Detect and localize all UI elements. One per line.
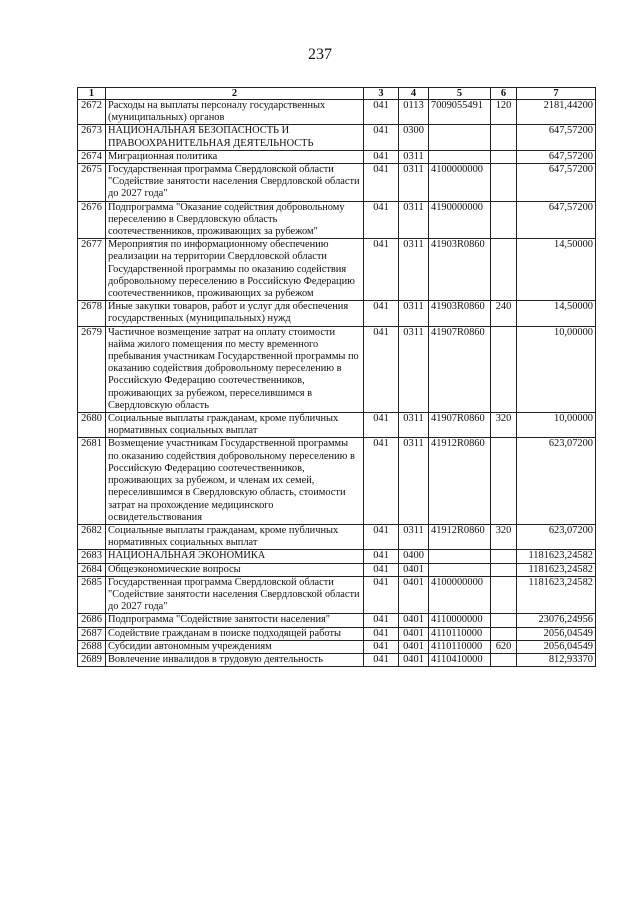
row-ministry-code: 041: [364, 614, 399, 627]
row-section-code: 0311: [399, 524, 429, 549]
row-name: Содействие гражданам в поиске подходящей работы: [106, 627, 364, 640]
row-amount: 10,00000: [517, 413, 596, 438]
row-section-code: 0311: [399, 201, 429, 239]
row-target-code: 41907R0860: [429, 326, 491, 412]
row-amount: 647,57200: [517, 164, 596, 202]
row-target-code: 7009055491: [429, 100, 491, 125]
row-section-code: 0311: [399, 326, 429, 412]
row-target-code: 4100000000: [429, 164, 491, 202]
row-section-code: 0311: [399, 413, 429, 438]
row-expense-type: [491, 164, 517, 202]
table-row: [78, 524, 596, 549]
row-ministry-code: 041: [364, 438, 399, 524]
row-section-code: 0311: [399, 150, 429, 163]
table-row: [78, 653, 596, 666]
row-target-code: 4110000000: [429, 614, 491, 627]
table-row: [78, 164, 596, 202]
header-col-6: 6: [491, 88, 517, 100]
row-number: 2689: [78, 653, 106, 666]
table-row: [78, 438, 596, 524]
row-expense-type: [491, 125, 517, 150]
row-name: Вовлечение инвалидов в трудовую деятельность: [106, 653, 364, 666]
table-row: [78, 640, 596, 653]
row-number: 2685: [78, 576, 106, 614]
row-name: Государственная программа Свердловской области "Содействие занятости населения Свердловской области до 2027 года": [106, 576, 364, 614]
row-target-code: [429, 563, 491, 576]
table-row: [78, 301, 596, 326]
table-row: [78, 614, 596, 627]
row-target-code: [429, 150, 491, 163]
header-col-7: 7: [517, 88, 596, 100]
row-name: Иные закупки товаров, работ и услуг для обеспечения государственных (муниципальных) нужд: [106, 301, 364, 326]
row-target-code: 4110110000: [429, 627, 491, 640]
row-number: 2683: [78, 550, 106, 563]
row-target-code: [429, 125, 491, 150]
row-number: 2686: [78, 614, 106, 627]
header-col-2: 2: [106, 88, 364, 100]
row-number: 2675: [78, 164, 106, 202]
row-number: 2676: [78, 201, 106, 239]
row-ministry-code: 041: [364, 576, 399, 614]
row-section-code: 0311: [399, 438, 429, 524]
row-amount: 1181623,24582: [517, 550, 596, 563]
row-name: Миграционная политика: [106, 150, 364, 163]
row-section-code: 0401: [399, 576, 429, 614]
row-number: 2681: [78, 438, 106, 524]
row-name: Государственная программа Свердловской области "Содействие занятости населения Свердловской области до 2027 года": [106, 164, 364, 202]
row-section-code: 0311: [399, 239, 429, 301]
row-target-code: 41912R0860: [429, 438, 491, 524]
row-name: НАЦИОНАЛЬНАЯ ЭКОНОМИКА: [106, 550, 364, 563]
table-row: [78, 150, 596, 163]
table-row: [78, 125, 596, 150]
row-section-code: 0401: [399, 653, 429, 666]
row-section-code: 0300: [399, 125, 429, 150]
row-section-code: 0113: [399, 100, 429, 125]
row-amount: 2181,44200: [517, 100, 596, 125]
row-name: Мероприятия по информационному обеспечению реализации на территории Свердловской области Государственной программы по оказанию содействия добровольному переселению в Российскую Федерацию соотечественников, проживающих за рубежом: [106, 239, 364, 301]
row-amount: 647,57200: [517, 125, 596, 150]
table-row: [78, 576, 596, 614]
row-number: 2688: [78, 640, 106, 653]
row-expense-type: [491, 201, 517, 239]
table-row: [78, 413, 596, 438]
row-expense-type: [491, 326, 517, 412]
row-name: Социальные выплаты гражданам, кроме публичных нормативных социальных выплат: [106, 413, 364, 438]
row-number: 2684: [78, 563, 106, 576]
table-row: [78, 563, 596, 576]
row-number: 2677: [78, 239, 106, 301]
row-number: 2679: [78, 326, 106, 412]
row-ministry-code: 041: [364, 326, 399, 412]
row-ministry-code: 041: [364, 301, 399, 326]
row-ministry-code: 041: [364, 524, 399, 549]
row-number: 2687: [78, 627, 106, 640]
row-number: 2673: [78, 125, 106, 150]
budget-table: [77, 87, 596, 667]
row-expense-type: [491, 627, 517, 640]
row-amount: 14,50000: [517, 301, 596, 326]
row-target-code: 41903R0860: [429, 301, 491, 326]
row-ministry-code: 041: [364, 100, 399, 125]
row-ministry-code: 041: [364, 201, 399, 239]
row-target-code: 41907R0860: [429, 413, 491, 438]
row-expense-type: [491, 614, 517, 627]
row-ministry-code: 041: [364, 550, 399, 563]
row-section-code: 0400: [399, 550, 429, 563]
header-col-3: 3: [364, 88, 399, 100]
table-row: [78, 100, 596, 125]
row-target-code: 41903R0860: [429, 239, 491, 301]
row-target-code: 4110110000: [429, 640, 491, 653]
row-ministry-code: 041: [364, 239, 399, 301]
row-amount: 647,57200: [517, 201, 596, 239]
row-ministry-code: 041: [364, 164, 399, 202]
row-expense-type: 240: [491, 301, 517, 326]
row-section-code: 0401: [399, 640, 429, 653]
row-expense-type: 320: [491, 524, 517, 549]
row-name: Расходы на выплаты персоналу государственных (муниципальных) органов: [106, 100, 364, 125]
row-ministry-code: 041: [364, 640, 399, 653]
row-number: 2674: [78, 150, 106, 163]
row-amount: 14,50000: [517, 239, 596, 301]
header-col-4: 4: [399, 88, 429, 100]
table-row: [78, 239, 596, 301]
row-amount: 1181623,24582: [517, 563, 596, 576]
row-expense-type: [491, 438, 517, 524]
row-expense-type: [491, 576, 517, 614]
table-row: [78, 326, 596, 412]
row-name: Социальные выплаты гражданам, кроме публичных нормативных социальных выплат: [106, 524, 364, 549]
row-name: НАЦИОНАЛЬНАЯ БЕЗОПАСНОСТЬ И ПРАВООХРАНИТЕЛЬНАЯ ДЕЯТЕЛЬНОСТЬ: [106, 125, 364, 150]
row-amount: 1181623,24582: [517, 576, 596, 614]
row-amount: 23076,24956: [517, 614, 596, 627]
row-target-code: 41912R0860: [429, 524, 491, 549]
row-expense-type: [491, 653, 517, 666]
row-expense-type: 320: [491, 413, 517, 438]
row-expense-type: [491, 563, 517, 576]
row-ministry-code: 041: [364, 125, 399, 150]
row-expense-type: [491, 239, 517, 301]
header-col-1: 1: [78, 88, 106, 100]
row-amount: 647,57200: [517, 150, 596, 163]
row-expense-type: [491, 150, 517, 163]
header-col-5: 5: [429, 88, 491, 100]
row-number: 2680: [78, 413, 106, 438]
row-target-code: 4190000000: [429, 201, 491, 239]
row-section-code: 0311: [399, 301, 429, 326]
table-row: [78, 627, 596, 640]
header-row: [78, 88, 596, 100]
row-number: 2682: [78, 524, 106, 549]
row-amount: 2056,04549: [517, 627, 596, 640]
row-name: Субсидии автономным учреждениям: [106, 640, 364, 653]
row-ministry-code: 041: [364, 653, 399, 666]
row-expense-type: 120: [491, 100, 517, 125]
row-section-code: 0311: [399, 164, 429, 202]
row-expense-type: 620: [491, 640, 517, 653]
row-ministry-code: 041: [364, 563, 399, 576]
row-amount: 623,07200: [517, 438, 596, 524]
table-row: [78, 201, 596, 239]
row-amount: 623,07200: [517, 524, 596, 549]
row-ministry-code: 041: [364, 150, 399, 163]
row-section-code: 0401: [399, 627, 429, 640]
row-name: Возмещение участникам Государственной программы по оказанию содействия добровольному переселению в Российскую Федерацию соотечественников, проживающих за рубежом, и членам их семей, переселившимся в Свердловскую область, стоимости затрат на прохождение медицинского освидетельствования: [106, 438, 364, 524]
row-ministry-code: 041: [364, 627, 399, 640]
row-target-code: [429, 550, 491, 563]
row-number: 2672: [78, 100, 106, 125]
table-row: [78, 550, 596, 563]
row-target-code: 4110410000: [429, 653, 491, 666]
page-number: 237: [308, 46, 332, 63]
row-amount: 2056,04549: [517, 640, 596, 653]
row-amount: 812,93370: [517, 653, 596, 666]
row-section-code: 0401: [399, 614, 429, 627]
row-number: 2678: [78, 301, 106, 326]
row-expense-type: [491, 550, 517, 563]
row-name: Подпрограмма "Содействие занятости населения": [106, 614, 364, 627]
row-name: Частичное возмещение затрат на оплату стоимости найма жилого помещения по месту временного пребывания участникам Государственной программы по оказанию содействия добровольному переселению в Российскую Федерацию соотечественников, проживающих за рубежом, переселившимся в Свердловскую область: [106, 326, 364, 412]
row-name: Общеэкономические вопросы: [106, 563, 364, 576]
row-target-code: 4100000000: [429, 576, 491, 614]
row-ministry-code: 041: [364, 413, 399, 438]
row-amount: 10,00000: [517, 326, 596, 412]
row-name: Подпрограмма "Оказание содействия добровольному переселению в Свердловскую область соотечественников, проживающих за рубежом": [106, 201, 364, 239]
row-section-code: 0401: [399, 563, 429, 576]
